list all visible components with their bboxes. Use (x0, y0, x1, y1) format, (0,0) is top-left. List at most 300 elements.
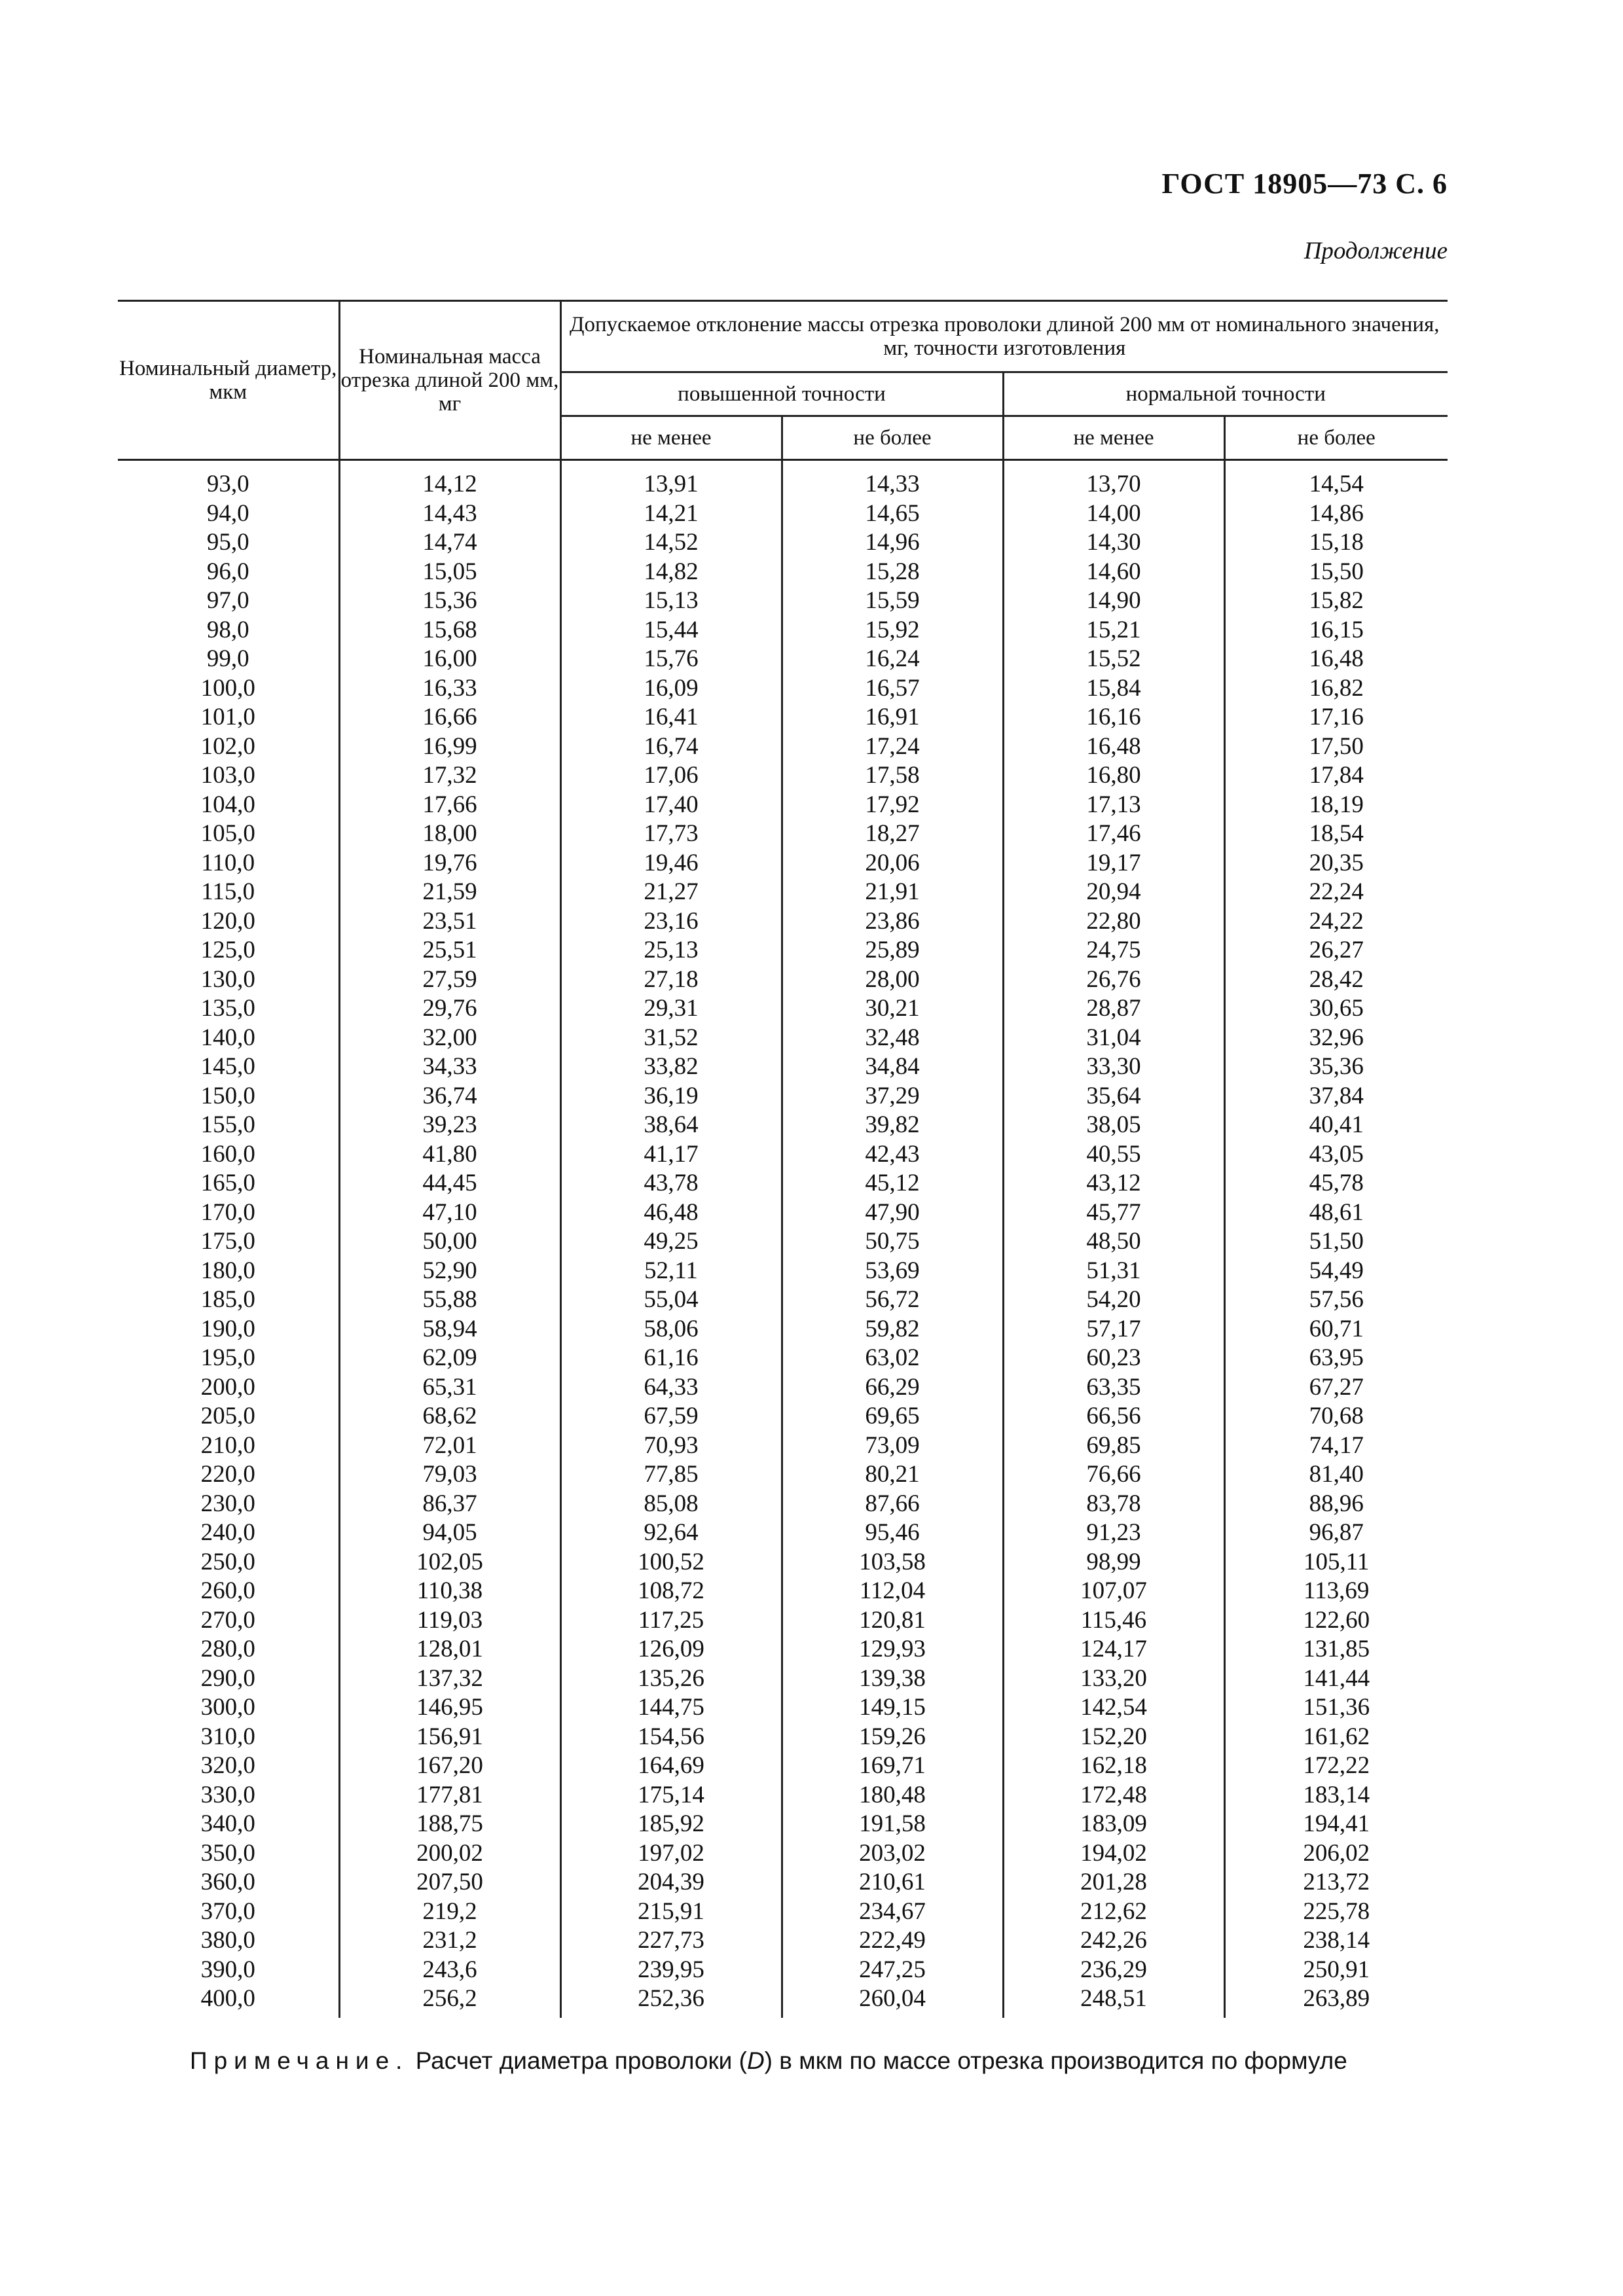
table-row (118, 1956, 1448, 1985)
cell-nominal-mass: 146,95 (339, 1693, 560, 1723)
table-row (118, 1577, 1448, 1606)
data-table-container (118, 300, 1448, 2018)
cell-normal-max: 45,78 (1224, 1169, 1448, 1198)
table-body (118, 460, 1448, 2018)
cell-normal-max: 48,61 (1224, 1198, 1448, 1228)
cell-normal-min: 16,48 (1003, 732, 1224, 762)
cell-diameter: 100,0 (200, 674, 255, 702)
cell-normal-min: 45,77 (1003, 1198, 1224, 1228)
cell-high-min: 108,72 (560, 1577, 782, 1606)
cell-normal-max: 67,27 (1224, 1373, 1448, 1403)
cell-nominal-mass: 72,01 (339, 1431, 560, 1461)
cell-high-min: 21,27 (560, 878, 782, 907)
table-row (118, 460, 1448, 499)
cell-high-min: 27,18 (560, 965, 782, 995)
cell-nominal-mass: 52,90 (339, 1257, 560, 1286)
cell-high-min: 239,95 (560, 1956, 782, 1985)
table-row (118, 1082, 1448, 1111)
cell-diameter: 135,0 (200, 995, 255, 1022)
cell-high-max: 15,92 (782, 616, 1003, 645)
cell-diameter: 290,0 (200, 1664, 255, 1692)
cell-normal-min: 15,52 (1003, 645, 1224, 674)
cell-nominal-mass: 102,05 (339, 1548, 560, 1577)
cell-diameter: 370,0 (200, 1897, 255, 1925)
cell-high-max: 16,24 (782, 645, 1003, 674)
cell-normal-max: 14,86 (1224, 499, 1448, 529)
cell-high-min: 14,52 (560, 528, 782, 558)
cell-high-max: 42,43 (782, 1140, 1003, 1170)
cell-high-max: 129,93 (782, 1635, 1003, 1664)
header-high-precision: повышенной точности (560, 372, 1003, 416)
cell-high-min: 77,85 (560, 1460, 782, 1490)
cell-high-max: 63,02 (782, 1344, 1003, 1373)
cell-high-max: 37,29 (782, 1082, 1003, 1111)
note-text-before: Расчет диаметра проволоки ( (409, 2047, 747, 2074)
cell-high-min: 14,82 (560, 558, 782, 587)
cell-normal-max: 15,82 (1224, 586, 1448, 616)
header-high-min: не менее (560, 416, 782, 460)
cell-normal-min: 33,30 (1003, 1052, 1224, 1082)
table-row (118, 1810, 1448, 1839)
cell-normal-max: 17,16 (1224, 703, 1448, 732)
cell-high-min: 33,82 (560, 1052, 782, 1082)
cell-diameter: 230,0 (200, 1490, 255, 1517)
cell-normal-max: 35,36 (1224, 1052, 1448, 1082)
cell-normal-max: 172,22 (1224, 1751, 1448, 1781)
cell-high-max: 16,57 (782, 674, 1003, 704)
cell-normal-min: 16,80 (1003, 761, 1224, 791)
cell-normal-max: 263,89 (1224, 1984, 1448, 2018)
cell-diameter: 180,0 (200, 1257, 255, 1284)
cell-nominal-mass: 14,43 (339, 499, 560, 529)
cell-nominal-mass: 23,51 (339, 907, 560, 937)
cell-normal-min: 17,13 (1003, 791, 1224, 820)
cell-nominal-mass: 110,38 (339, 1577, 560, 1606)
cell-normal-max: 18,54 (1224, 819, 1448, 849)
cell-normal-min: 22,80 (1003, 907, 1224, 937)
cell-normal-max: 16,82 (1224, 674, 1448, 704)
cell-diameter: 175,0 (200, 1228, 255, 1255)
cell-high-min: 144,75 (560, 1693, 782, 1723)
cell-diameter: 220,0 (200, 1461, 255, 1488)
table-row (118, 645, 1448, 674)
table-row (118, 819, 1448, 849)
table-row (118, 1402, 1448, 1431)
cell-normal-min: 66,56 (1003, 1402, 1224, 1431)
cell-diameter: 185,0 (200, 1286, 255, 1313)
cell-high-max: 222,49 (782, 1926, 1003, 1956)
cell-normal-min: 26,76 (1003, 965, 1224, 995)
cell-diameter: 205,0 (200, 1403, 255, 1429)
cell-diameter: 96,0 (206, 558, 249, 585)
cell-normal-max: 141,44 (1224, 1664, 1448, 1694)
table-row (118, 1140, 1448, 1170)
cell-high-min: 25,13 (560, 936, 782, 965)
cell-high-min: 16,41 (560, 703, 782, 732)
cell-high-min: 19,46 (560, 849, 782, 878)
table-row (118, 761, 1448, 791)
cell-normal-min: 63,35 (1003, 1373, 1224, 1403)
cell-nominal-mass: 17,32 (339, 761, 560, 791)
cell-normal-min: 19,17 (1003, 849, 1224, 878)
cell-normal-min: 17,46 (1003, 819, 1224, 849)
cell-nominal-mass: 128,01 (339, 1635, 560, 1664)
cell-nominal-mass: 14,12 (339, 460, 560, 499)
cell-diameter: 190,0 (200, 1315, 255, 1342)
cell-nominal-mass: 50,00 (339, 1227, 560, 1257)
cell-normal-min: 76,66 (1003, 1460, 1224, 1490)
cell-diameter: 93,0 (206, 471, 249, 497)
cell-high-min: 49,25 (560, 1227, 782, 1257)
cell-normal-min: 28,87 (1003, 994, 1224, 1024)
cell-diameter: 280,0 (200, 1636, 255, 1662)
cell-normal-max: 40,41 (1224, 1111, 1448, 1140)
cell-normal-max: 20,35 (1224, 849, 1448, 878)
cell-diameter: 200,0 (200, 1373, 255, 1401)
table-row (118, 1315, 1448, 1344)
cell-high-min: 14,21 (560, 499, 782, 529)
cell-normal-max: 16,48 (1224, 645, 1448, 674)
cell-diameter: 145,0 (200, 1053, 255, 1080)
cell-diameter: 102,0 (200, 732, 255, 760)
cell-normal-max: 70,68 (1224, 1402, 1448, 1431)
cell-diameter: 99,0 (206, 645, 249, 672)
cell-high-min: 204,39 (560, 1868, 782, 1897)
cell-nominal-mass: 27,59 (339, 965, 560, 995)
table-row (118, 994, 1448, 1024)
header-normal-max: не более (1224, 416, 1448, 460)
cell-diameter: 140,0 (200, 1024, 255, 1051)
table-row (118, 1548, 1448, 1577)
cell-normal-min: 91,23 (1003, 1518, 1224, 1548)
cell-nominal-mass: 15,36 (339, 586, 560, 616)
cell-high-max: 191,58 (782, 1810, 1003, 1839)
cell-high-min: 17,73 (560, 819, 782, 849)
header-normal-precision: нормальной точности (1003, 372, 1448, 416)
table-row (118, 936, 1448, 965)
cell-high-min: 164,69 (560, 1751, 782, 1781)
cell-high-max: 14,96 (782, 528, 1003, 558)
table-row (118, 1751, 1448, 1781)
cell-nominal-mass: 55,88 (339, 1285, 560, 1315)
cell-high-max: 18,27 (782, 819, 1003, 849)
table-row (118, 1344, 1448, 1373)
cell-high-min: 15,13 (560, 586, 782, 616)
cell-nominal-mass: 41,80 (339, 1140, 560, 1170)
table-row (118, 1635, 1448, 1664)
cell-normal-min: 16,16 (1003, 703, 1224, 732)
page-header: ГОСТ 18905—73 С. 6 (1161, 168, 1448, 200)
cell-high-max: 210,61 (782, 1868, 1003, 1897)
cell-normal-min: 54,20 (1003, 1285, 1224, 1315)
table-row (118, 499, 1448, 529)
cell-normal-min: 15,21 (1003, 616, 1224, 645)
cell-high-max: 14,33 (782, 460, 1003, 499)
cell-diameter: 120,0 (200, 907, 255, 935)
cell-normal-min: 14,90 (1003, 586, 1224, 616)
cell-normal-min: 15,84 (1003, 674, 1224, 704)
cell-diameter: 101,0 (200, 704, 255, 730)
cell-normal-min: 83,78 (1003, 1490, 1224, 1519)
cell-high-min: 126,09 (560, 1635, 782, 1664)
cell-high-max: 15,28 (782, 558, 1003, 587)
table-row (118, 1693, 1448, 1723)
cell-diameter: 98,0 (206, 616, 249, 643)
cell-normal-max: 30,65 (1224, 994, 1448, 1024)
cell-normal-min: 133,20 (1003, 1664, 1224, 1694)
table-row (118, 1460, 1448, 1490)
table-row (118, 849, 1448, 878)
cell-high-min: 227,73 (560, 1926, 782, 1956)
cell-high-max: 80,21 (782, 1460, 1003, 1490)
table-row (118, 1606, 1448, 1636)
cell-nominal-mass: 219,2 (339, 1897, 560, 1927)
table-row (118, 965, 1448, 995)
cell-normal-max: 22,24 (1224, 878, 1448, 907)
cell-normal-min: 60,23 (1003, 1344, 1224, 1373)
cell-high-max: 50,75 (782, 1227, 1003, 1257)
header-high-max: не более (782, 416, 1003, 460)
cell-high-max: 39,82 (782, 1111, 1003, 1140)
cell-high-min: 100,52 (560, 1548, 782, 1577)
cell-high-max: 45,12 (782, 1169, 1003, 1198)
cell-diameter: 104,0 (200, 791, 255, 818)
table-row (118, 1285, 1448, 1315)
table-row (118, 878, 1448, 907)
cell-diameter: 380,0 (200, 1927, 255, 1954)
table-row (118, 586, 1448, 616)
table-row (118, 791, 1448, 820)
cell-normal-max: 213,72 (1224, 1868, 1448, 1897)
cell-high-min: 175,14 (560, 1781, 782, 1810)
note-label: Примечание. (190, 2047, 409, 2074)
cell-high-min: 16,09 (560, 674, 782, 704)
cell-nominal-mass: 231,2 (339, 1926, 560, 1956)
cell-high-max: 23,86 (782, 907, 1003, 937)
cell-high-max: 73,09 (782, 1431, 1003, 1461)
cell-normal-max: 15,50 (1224, 558, 1448, 587)
cell-normal-min: 242,26 (1003, 1926, 1224, 1956)
cell-normal-min: 212,62 (1003, 1897, 1224, 1927)
cell-high-max: 17,24 (782, 732, 1003, 762)
cell-high-max: 87,66 (782, 1490, 1003, 1519)
cell-high-max: 17,92 (782, 791, 1003, 820)
table-row (118, 1227, 1448, 1257)
cell-diameter: 94,0 (206, 499, 249, 527)
cell-nominal-mass: 18,00 (339, 819, 560, 849)
cell-high-max: 28,00 (782, 965, 1003, 995)
cell-normal-min: 201,28 (1003, 1868, 1224, 1897)
cell-normal-min: 24,75 (1003, 936, 1224, 965)
cell-nominal-mass: 65,31 (339, 1373, 560, 1403)
cell-diameter: 250,0 (200, 1548, 255, 1575)
cell-normal-min: 248,51 (1003, 1984, 1224, 2018)
cell-high-min: 92,64 (560, 1518, 782, 1548)
cell-normal-min: 48,50 (1003, 1227, 1224, 1257)
cell-diameter: 330,0 (200, 1781, 255, 1808)
cell-normal-max: 60,71 (1224, 1315, 1448, 1344)
cell-normal-max: 32,96 (1224, 1024, 1448, 1053)
table-row (118, 1518, 1448, 1548)
cell-nominal-mass: 34,33 (339, 1052, 560, 1082)
cell-nominal-mass: 119,03 (339, 1606, 560, 1636)
table-row (118, 1169, 1448, 1198)
cell-nominal-mass: 16,99 (339, 732, 560, 762)
cell-high-min: 197,02 (560, 1839, 782, 1869)
table-row (118, 1781, 1448, 1810)
cell-high-min: 43,78 (560, 1169, 782, 1198)
table-row (118, 1897, 1448, 1927)
cell-high-max: 69,65 (782, 1402, 1003, 1431)
cell-normal-max: 57,56 (1224, 1285, 1448, 1315)
cell-nominal-mass: 15,68 (339, 616, 560, 645)
table-row (118, 1868, 1448, 1897)
cell-high-min: 117,25 (560, 1606, 782, 1636)
cell-high-min: 52,11 (560, 1257, 782, 1286)
table-row (118, 1431, 1448, 1461)
cell-high-max: 15,59 (782, 586, 1003, 616)
header-allowed-deviation: Допускаемое отклонение массы отрезка проволоки длиной 200 мм от номинального значения, мг, точности изготовления (560, 301, 1448, 372)
cell-diameter: 103,0 (200, 762, 255, 789)
cell-normal-min: 162,18 (1003, 1751, 1224, 1781)
cell-diameter: 310,0 (200, 1723, 255, 1750)
cell-normal-max: 88,96 (1224, 1490, 1448, 1519)
cell-nominal-mass: 16,66 (339, 703, 560, 732)
header-normal-min: не менее (1003, 416, 1224, 460)
cell-high-min: 13,91 (560, 460, 782, 499)
cell-normal-min: 40,55 (1003, 1140, 1224, 1170)
cell-diameter: 105,0 (200, 820, 255, 847)
cell-normal-min: 20,94 (1003, 878, 1224, 907)
cell-high-min: 58,06 (560, 1315, 782, 1344)
cell-high-min: 85,08 (560, 1490, 782, 1519)
cell-nominal-mass: 94,05 (339, 1518, 560, 1548)
cell-high-max: 34,84 (782, 1052, 1003, 1082)
header-nominal-diameter: Номинальный диаметр, мкм (118, 301, 339, 460)
cell-normal-min: 194,02 (1003, 1839, 1224, 1869)
cell-high-max: 120,81 (782, 1606, 1003, 1636)
cell-normal-min: 51,31 (1003, 1257, 1224, 1286)
cell-high-min: 46,48 (560, 1198, 782, 1228)
cell-high-max: 95,46 (782, 1518, 1003, 1548)
cell-normal-max: 225,78 (1224, 1897, 1448, 1927)
cell-high-max: 260,04 (782, 1984, 1003, 2018)
table-row (118, 1373, 1448, 1403)
cell-nominal-mass: 62,09 (339, 1344, 560, 1373)
cell-nominal-mass: 156,91 (339, 1723, 560, 1752)
cell-high-min: 15,44 (560, 616, 782, 645)
cell-diameter: 95,0 (206, 529, 249, 556)
cell-nominal-mass: 32,00 (339, 1024, 560, 1053)
cell-nominal-mass: 68,62 (339, 1402, 560, 1431)
cell-diameter: 155,0 (200, 1111, 255, 1138)
cell-normal-min: 14,30 (1003, 528, 1224, 558)
cell-high-min: 38,64 (560, 1111, 782, 1140)
cell-nominal-mass: 15,05 (339, 558, 560, 587)
cell-high-max: 25,89 (782, 936, 1003, 965)
cell-normal-max: 105,11 (1224, 1548, 1448, 1577)
cell-normal-min: 142,54 (1003, 1693, 1224, 1723)
cell-nominal-mass: 200,02 (339, 1839, 560, 1869)
cell-nominal-mass: 16,33 (339, 674, 560, 704)
cell-diameter: 110,0 (201, 849, 255, 876)
wire-mass-table (118, 300, 1448, 2018)
cell-nominal-mass: 19,76 (339, 849, 560, 878)
cell-diameter: 130,0 (200, 965, 255, 993)
cell-normal-max: 238,14 (1224, 1926, 1448, 1956)
cell-high-max: 247,25 (782, 1956, 1003, 1985)
cell-high-max: 180,48 (782, 1781, 1003, 1810)
cell-nominal-mass: 21,59 (339, 878, 560, 907)
cell-high-max: 21,91 (782, 878, 1003, 907)
cell-normal-min: 236,29 (1003, 1956, 1224, 1985)
cell-normal-max: 151,36 (1224, 1693, 1448, 1723)
header-nominal-mass: Номинальная масса отрезка длиной 200 мм, мг (339, 301, 560, 460)
cell-normal-max: 17,84 (1224, 761, 1448, 791)
cell-normal-max: 54,49 (1224, 1257, 1448, 1286)
cell-normal-min: 115,46 (1003, 1606, 1224, 1636)
cell-normal-max: 51,50 (1224, 1227, 1448, 1257)
cell-nominal-mass: 47,10 (339, 1198, 560, 1228)
cell-diameter: 165,0 (200, 1170, 255, 1196)
cell-high-min: 16,74 (560, 732, 782, 762)
cell-diameter: 390,0 (200, 1956, 255, 1983)
cell-high-min: 64,33 (560, 1373, 782, 1403)
table-row (118, 1257, 1448, 1286)
cell-normal-max: 161,62 (1224, 1723, 1448, 1752)
cell-normal-min: 124,17 (1003, 1635, 1224, 1664)
cell-high-min: 17,40 (560, 791, 782, 820)
table-row (118, 907, 1448, 937)
cell-nominal-mass: 44,45 (339, 1169, 560, 1198)
cell-normal-max: 74,17 (1224, 1431, 1448, 1461)
cell-high-min: 41,17 (560, 1140, 782, 1170)
cell-normal-max: 183,14 (1224, 1781, 1448, 1810)
cell-normal-max: 81,40 (1224, 1460, 1448, 1490)
table-row (118, 1984, 1448, 2018)
cell-high-max: 53,69 (782, 1257, 1003, 1286)
cell-normal-max: 113,69 (1224, 1577, 1448, 1606)
table-row (118, 1490, 1448, 1519)
table-row (118, 703, 1448, 732)
cell-normal-max: 131,85 (1224, 1635, 1448, 1664)
cell-normal-max: 15,18 (1224, 528, 1448, 558)
cell-high-max: 56,72 (782, 1285, 1003, 1315)
cell-diameter: 320,0 (200, 1752, 255, 1779)
cell-normal-min: 35,64 (1003, 1082, 1224, 1111)
cell-high-max: 112,04 (782, 1577, 1003, 1606)
cell-high-max: 139,38 (782, 1664, 1003, 1694)
cell-normal-min: 31,04 (1003, 1024, 1224, 1053)
cell-diameter: 97,0 (206, 587, 249, 614)
cell-high-min: 55,04 (560, 1285, 782, 1315)
cell-normal-max: 43,05 (1224, 1140, 1448, 1170)
cell-normal-min: 57,17 (1003, 1315, 1224, 1344)
cell-normal-min: 38,05 (1003, 1111, 1224, 1140)
cell-diameter: 170,0 (200, 1198, 255, 1226)
table-header (118, 301, 1448, 460)
cell-high-max: 149,15 (782, 1693, 1003, 1723)
cell-diameter: 350,0 (200, 1839, 255, 1867)
cell-normal-min: 98,99 (1003, 1548, 1224, 1577)
table-row (118, 1024, 1448, 1053)
cell-normal-max: 26,27 (1224, 936, 1448, 965)
cell-high-max: 103,58 (782, 1548, 1003, 1577)
table-row (118, 528, 1448, 558)
cell-normal-min: 43,12 (1003, 1169, 1224, 1198)
cell-normal-max: 122,60 (1224, 1606, 1448, 1636)
cell-diameter: 125,0 (200, 937, 255, 963)
